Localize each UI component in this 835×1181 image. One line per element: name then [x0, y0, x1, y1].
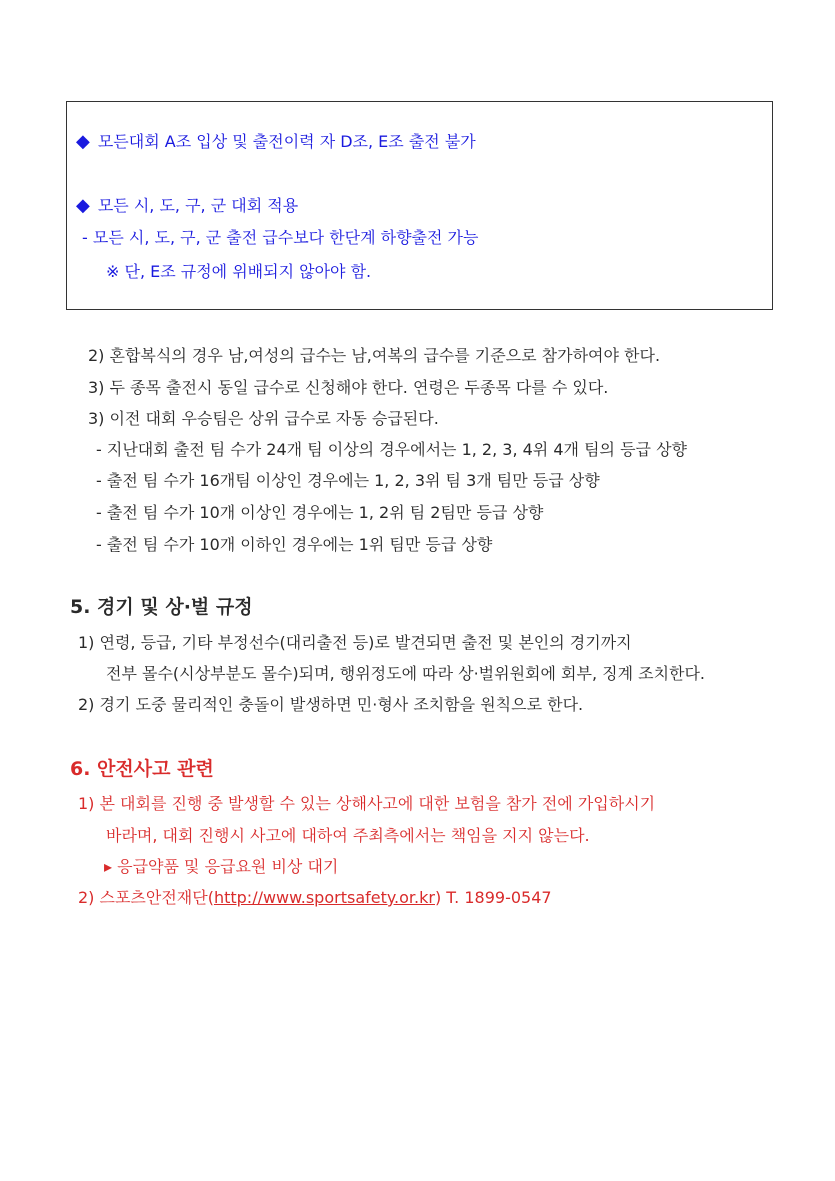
promotion-rule-10-under: - 출전 팀 수가 10개 이하인 경우에는 1위 팀만 등급 상향 — [96, 535, 493, 554]
notice-sub-item: - 모든 시, 도, 구, 군 출전 급수보다 한단계 하향출전 가능 — [82, 228, 479, 247]
section5-item2: 2) 경기 도중 물리적인 충돌이 발생하면 민·형사 조치함을 원칙으로 한다. — [78, 695, 584, 714]
notice-item-a-group: ◆ 모든대회 A조 입상 및 출전이력 자 D조, E조 출전 불가 — [76, 131, 476, 152]
section5-item1-line1: 1) 연령, 등급, 기타 부정선수(대리출전 등)로 발견되면 출전 및 본인의 경기까지 — [78, 633, 632, 652]
rule-two-events: 3) 두 종목 출전시 동일 급수로 신청해야 한다. 연령은 두종목 다를 수 있다. — [88, 378, 609, 397]
section5-item1-line2: 전부 몰수(시상부분도 몰수)되며, 행위정도에 따라 상·벌위원회에 회부, 징계 조치한다. — [106, 664, 706, 683]
section5-title: 5. 경기 및 상·벌 규정 — [70, 596, 253, 618]
notice-note: ※ 단, E조 규정에 위배되지 않아야 함. — [106, 262, 372, 281]
notice-item-all-competitions: ◆ 모든 시, 도, 구, 군 대회 적용 — [76, 195, 299, 216]
promotion-rule-10-over: - 출전 팀 수가 10개 이상인 경우에는 1, 2위 팀 2팀만 등급 상향 — [96, 503, 544, 522]
promotion-rule-16: - 출전 팀 수가 16개팀 이상인 경우에는 1, 2, 3위 팀 3개 팀만 등급 상향 — [96, 471, 600, 490]
section6-title: 6. 안전사고 관련 — [70, 758, 214, 780]
rule-auto-promotion: 3) 이전 대회 우승팀은 상위 급수로 자동 승급된다. — [88, 409, 439, 428]
section6-item1-line2: 바라며, 대회 진행시 사고에 대하여 주최측에서는 책임을 지지 않는다. — [106, 826, 590, 845]
diamond-bullet-icon: ◆ — [76, 131, 90, 152]
section6-item2: 2) 스포츠안전재단(http://www.sportsafety.or.kr) T. 1899-0547 — [78, 888, 552, 907]
rule-mixed-doubles: 2) 혼합복식의 경우 남,여성의 급수는 남,여복의 급수를 기준으로 참가하여야 한다. — [88, 346, 661, 365]
promotion-rule-24: - 지난대회 출전 팀 수가 24개 팀 이상의 경우에서는 1, 2, 3, 4위 4개 팀의 등급 상향 — [96, 440, 687, 459]
section6-emergency-note: ▸ 응급약품 및 응급요원 비상 대기 — [104, 857, 339, 876]
section6-item1-line1: 1) 본 대회를 진행 중 발생할 수 있는 상해사고에 대한 보험을 참가 전에 가입하시기 — [78, 794, 656, 813]
sportsafety-link[interactable]: http://www.sportsafety.or.kr — [213, 888, 435, 907]
diamond-bullet-icon: ◆ — [76, 195, 90, 216]
